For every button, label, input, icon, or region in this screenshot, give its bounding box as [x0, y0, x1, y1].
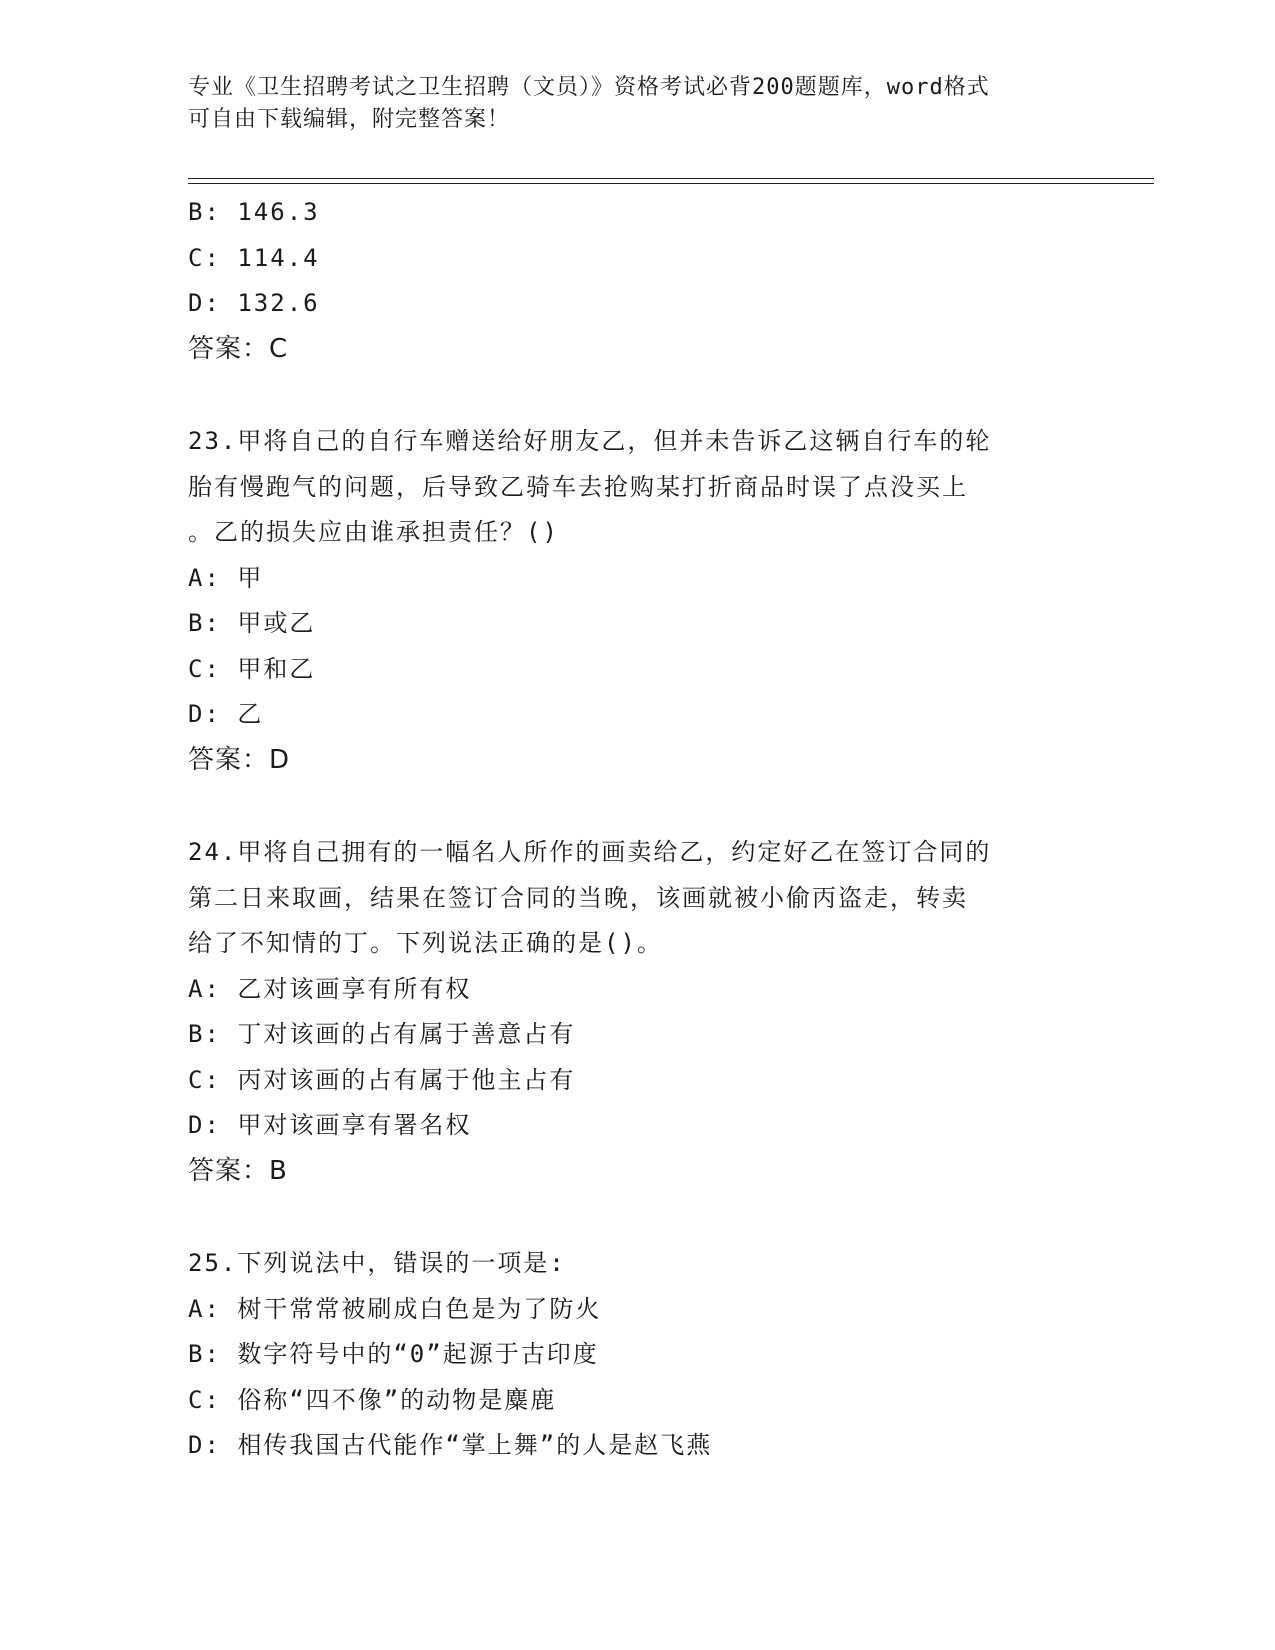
- question-22-option-b: B: 146.3: [188, 198, 320, 226]
- question-23-option-d: D: 乙: [188, 700, 264, 728]
- question-24-block: [188, 830, 1088, 1194]
- header-rule-bottom: [188, 183, 1154, 184]
- question-23-option-b: B: 甲或乙: [188, 609, 316, 637]
- question-24-option-a: A: 乙对该画享有所有权: [188, 974, 472, 1003]
- spacer: [188, 1194, 1088, 1241]
- question-24-stem-line-3: 给了不知情的丁。下列说法正确的是()。: [188, 929, 663, 957]
- question-24-stem-line-1: 24.甲将自己拥有的一幅名人所作的画卖给乙，约定好乙在签订合同的: [188, 838, 992, 866]
- question-23-stem-line-1: 23.甲将自己的自行车赠送给好朋友乙，但并未告诉乙这辆自行车的轮: [188, 427, 992, 455]
- question-25-stem-line-1: 25.下列说法中，错误的一项是:: [188, 1249, 566, 1277]
- question-22-option-d: D: 132.6: [188, 289, 320, 317]
- question-23-stem-line-2: 胎有慢跑气的问题，后导致乙骑车去抢购某打折商品时误了点没买上: [188, 472, 968, 501]
- header-line-1: 专业《卫生招聘考试之卫生招聘（文员）》资格考试必背200题题库，word格式: [188, 75, 990, 100]
- question-24-stem-line-2: 第二日来取画，结果在签订合同的当晚，该画就被小偷丙盗走，转卖: [188, 883, 968, 912]
- question-23-answer: 答案：D: [188, 744, 291, 775]
- question-23-option-a: A: 甲: [188, 563, 264, 592]
- question-24-answer: 答案：B: [188, 1155, 288, 1186]
- question-22-option-c: C: 114.4: [188, 243, 320, 272]
- spacer: [188, 372, 1088, 419]
- question-25-option-c: C: 俗称“四不像”的动物是麋鹿: [188, 1385, 557, 1414]
- header-line-2: 可自由下载编辑，附完整答案！: [188, 107, 511, 132]
- question-22-answer: 答案：C: [188, 333, 289, 364]
- question-23-stem-line-3: 。乙的损失应由谁承担责任？(): [188, 518, 559, 546]
- header-rule-top: [188, 178, 1154, 179]
- question-25-option-d: D: 相传我国古代能作“掌上舞”的人是赵飞燕: [188, 1431, 713, 1459]
- question-23-block: [188, 419, 1088, 783]
- question-24-option-b: B: 丁对该画的占有属于善意占有: [188, 1020, 576, 1048]
- question-23-option-c: C: 甲和乙: [188, 654, 316, 683]
- question-content: [188, 190, 1088, 1469]
- spacer: [188, 783, 1088, 830]
- question-25-option-b: B: 数字符号中的“0”起源于古印度: [188, 1340, 599, 1368]
- question-25-option-a: A: 树干常常被刷成白色是为了防火: [188, 1294, 602, 1323]
- document-header: [188, 72, 1068, 136]
- question-24-option-c: C: 丙对该画的占有属于他主占有: [188, 1065, 576, 1094]
- question-24-option-d: D: 甲对该画享有署名权: [188, 1111, 472, 1139]
- question-25-block: [188, 1241, 1088, 1469]
- question-22-block: [188, 190, 1088, 372]
